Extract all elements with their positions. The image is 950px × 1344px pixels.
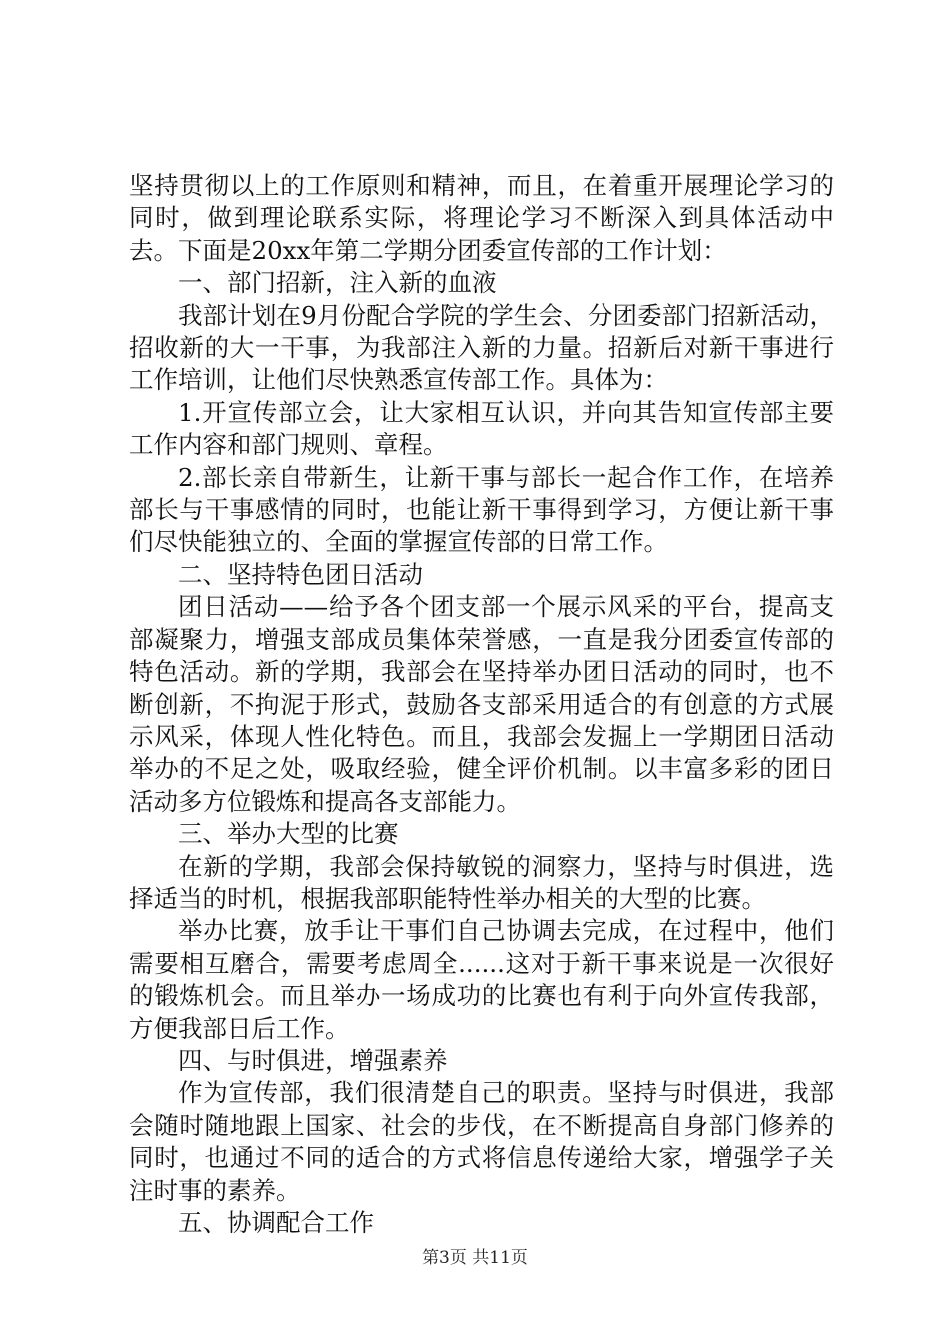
paragraph: 二、坚持特色团日活动 (178, 559, 423, 589)
paragraph: 坚持贯彻以上的工作原则和精神，而且，在着重开展理论学习的同时，做到理论联系实际，将理论学习不断深入到具体活动中去。下面是20xx年第二学期分团委宣传部的工作计划： (129, 171, 834, 265)
paragraph: 1.开宣传部立会，让大家相互认识，并向其告知宣传部主要工作内容和部门规则、章程。 (129, 397, 834, 460)
document-body (129, 170, 834, 1239)
page-footer: 第3页 共11页 (422, 1248, 528, 1268)
paragraph: 作为宣传部，我们很清楚自己的职责。坚持与时俱进，我部会随时随地跟上国家、社会的步伐，在不断提高自身部门修养的同时，也通过不同的适合的方式将信息传递给大家，增强学子关注时事的素养。 (129, 1078, 834, 1205)
paragraph: 五、协调配合工作 (178, 1208, 374, 1237)
paragraph: 三、举办大型的比赛 (178, 819, 399, 849)
paragraph: 我部计划在9月份配合学院的学生会、分团委部门招新活动，招收新的大一干事，为我部注入新的力量。招新后对新干事进行工作培训，让他们尽快熟悉宣传部工作。具体为： (129, 300, 834, 395)
paragraph: 2.部长亲自带新生，让新干事与部长一起合作工作，在培养部长与干事感情的同时，也能让新干事得到学习，方便让新干事们尽快能独立的、全面的掌握宣传部的日常工作。 (129, 462, 834, 557)
paragraph: 举办比赛，放手让干事们自己协调去完成，在过程中，他们需要相互磨合，需要考虑周全......这对于新干事来说是一次很好的锻炼机会。而且举办一场成功的比赛也有利于向外宣传我部，方便我部日后工作。 (129, 916, 834, 1043)
paragraph: 在新的学期，我部会保持敏锐的洞察力，坚持与时俱进，选择适当的时机，根据我部职能特性举办相关的大型的比赛。 (129, 851, 834, 913)
paragraph: 一、部门招新，注入新的血液 (178, 268, 497, 298)
paragraph: 四、与时俱进，增强素养 (178, 1045, 448, 1075)
paragraph: 团日活动——给予各个团支部一个展示风采的平台，提高支部凝聚力，增强支部成员集体荣誉感，一直是我分团委宣传部的特色活动。新的学期，我部会在坚持举办团日活动的同时，也不断创新，不拘泥于形式，鼓励各支部采用适合的有创意的方式展示风采，体现人性化特色。而且，我部会发掘上一学期团日活动举办的不足之处，吸取经验，健全评价机制。以丰富多彩的团日活动多方位锻炼和提高各支部能力。 (129, 592, 834, 816)
